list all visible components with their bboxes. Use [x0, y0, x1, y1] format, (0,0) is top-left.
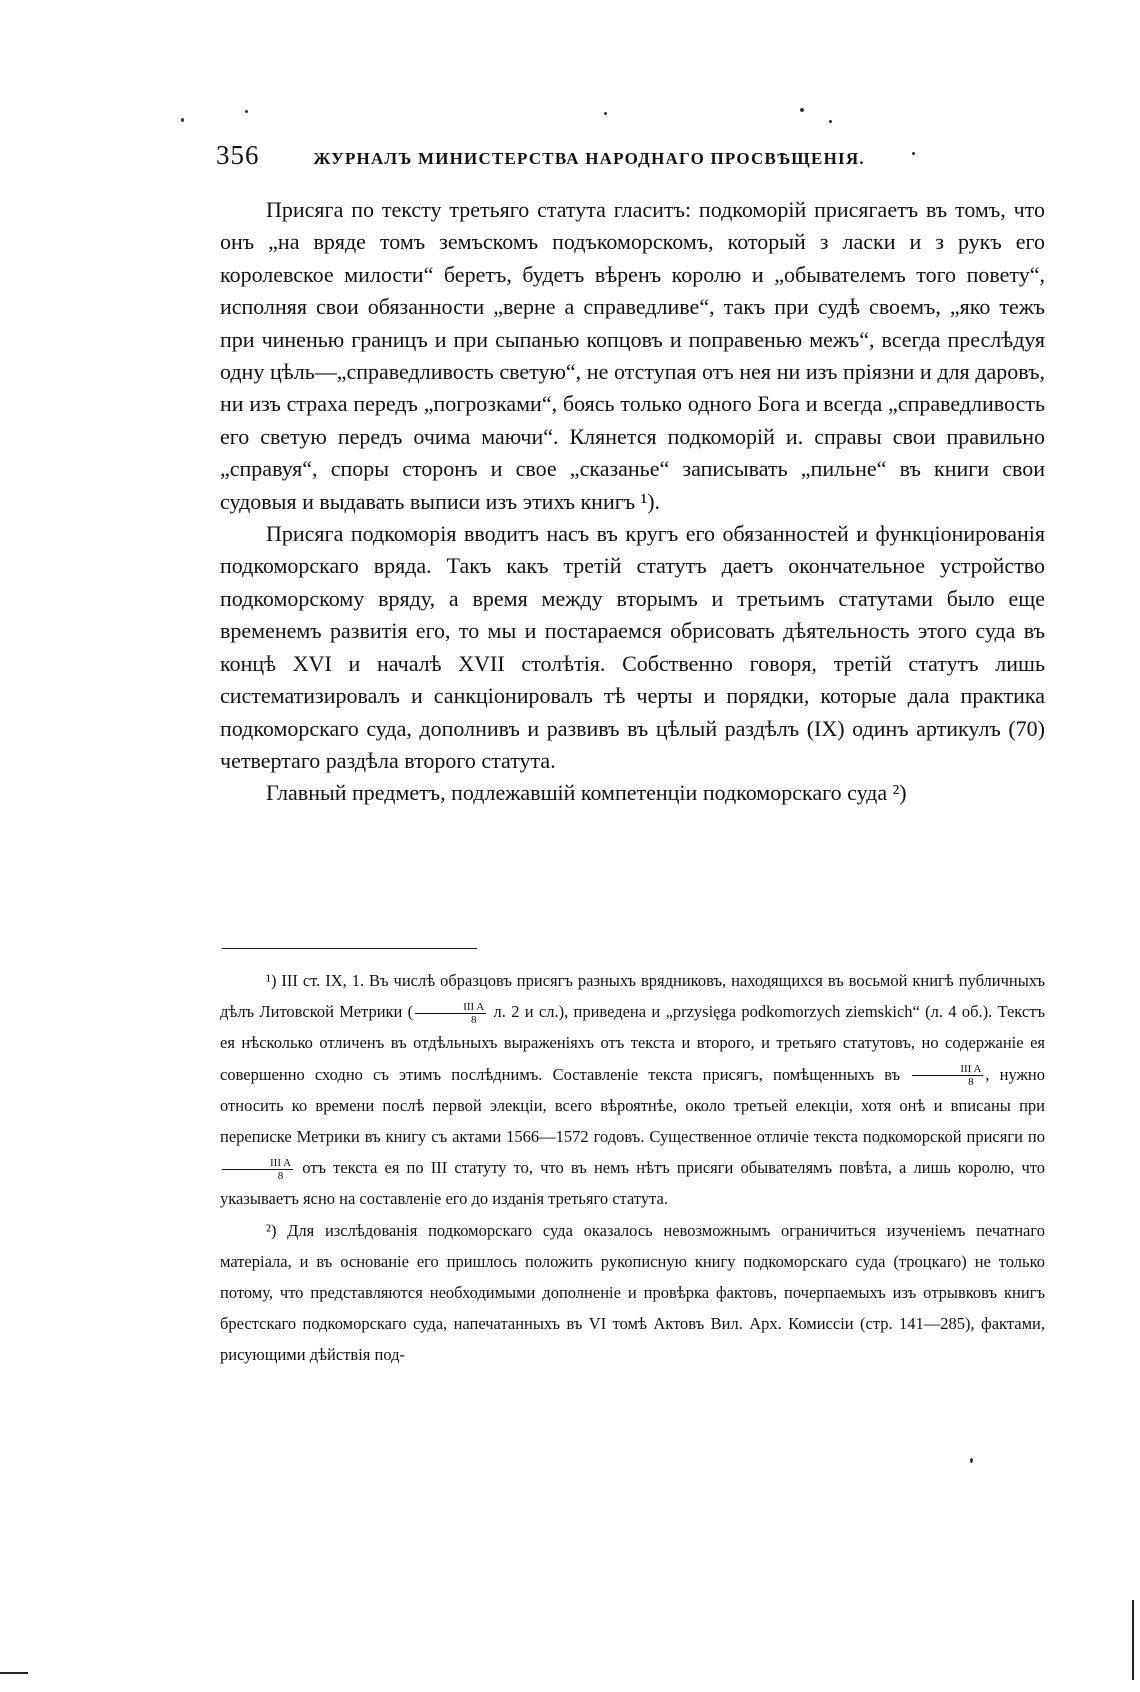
paragraph: Присяга по тексту третьяго статута гласитъ: подкоморій присягаетъ въ томъ, что онъ „на вряде томъ земъскомъ подъкоморскомъ, который з ласки и з рукъ его королевское милости“ беретъ, будетъ вѣренъ королю и „обывателемъ того повету“, исполняя свои обязанности „верне а справедливе“, такъ при судѣ своемъ, „яко тежъ при чиненью границъ и при сыпанью копцовъ и поправенью межъ“, всегда преслѣдуя одну цѣль—„справедливость светую“, не отступая отъ нея ни изъ пріязни и для даровъ, ни изъ страха передъ „погрозками“, боясь только одного Бога и всегда „справедливость его светую передъ очима маючи“. Клянется подкоморій и. справы свои правильно „справуя“, споры сторонъ и свое „сказанье“ записывать „пильне“ въ книги свои судовыя и выдавать выписи изъ этихъ книгъ ¹). [220, 197, 1045, 514]
footnote-2: ²) Для изслѣдованія подкоморскаго суда оказалось невозможнымъ ограничиться изученіемъ печатнаго матеріала, и въ основаніе его пришлось положить рукописную книгу подкоморскаго суда (троцкаго) не только потому, что представляются необходимыми дополненіе и провѣрка фактовъ, почерпаемыхъ изъ отрывковъ книгъ брестскаго подкоморскаго суда, напечатанныхъ въ VI томѣ Актовъ Вил. Арх. Комиссіи (стр. 141—285), фактами, рисующими дѣйствія под- [220, 1220, 1045, 1365]
main-text [220, 194, 1045, 810]
page-header [216, 140, 956, 171]
scan-edge-mark [1132, 1600, 1134, 1680]
paragraph: Присяга подкоморія вводитъ насъ въ кругъ его обязанностей и функціонированія подкоморскаго вряда. Такъ какъ третій статутъ даетъ окончательное устройство подкоморскому вряду, а время между вторымъ и третьимъ статутами было еще временемъ развитія его, то мы и постараемся обрисовать дѣятельность этого суда въ концѣ XVI и началѣ XVII столѣтія. Собственно говоря, третій статутъ лишь систематизировалъ и санкціонировалъ тѣ черты и порядки, которые дала практика подкоморскаго суда, дополнивъ и развивъ въ цѣлый раздѣлъ (IX) одинъ артикулъ (70) четвертаго раздѣла второго статута. [220, 521, 1045, 773]
scan-speck [800, 108, 804, 112]
fraction: $\frac{\text{III A}}{8}$ [222, 1157, 293, 1182]
running-title: ЖУРНАЛЪ МИНИСТЕРСТВА НАРОДНАГО ПРОСВѢЩЕНІЯ. [313, 149, 865, 168]
scan-edge-mark [0, 1672, 28, 1674]
footnotes [220, 965, 1045, 1371]
fraction: $\frac{\text{III A}}{8}$ [912, 1063, 983, 1088]
scan-speck [970, 1458, 973, 1463]
fraction: $\frac{\text{III A}}{8}$ [415, 1001, 486, 1026]
footnote-1: ¹) III ст. IX, 1. Въ числѣ образцовъ присягъ разныхъ врядниковъ, находящихся въ восьмой книгѣ публичныхъ дѣлъ Литовской Метрики ( $\frac{\text{III A}}{8}$ л. 2 и сл.), приведена и „przysięga podkomorzych ziemskich“ (л. 4 об.). Текстъ ея нѣсколько отличенъ въ отдѣльныхъ выраженіяхъ отъ текста и второго, и третьяго статутовъ, но содержаніе ея совершенно сходно съ этимъ послѣднимъ. Составленіе текста присягъ, помѣщенныхъ въ $\frac{\text{III A}}{8}$ , нужно относить ко времени послѣ первой элекціи, всего вѣроятнѣе, около третьей елекціи, хотя онѣ и вписаны при переписке Метрики въ книгу съ актами 1566—1572 годовъ. Существенное отличіе текста подкоморской присяги по $\frac{\text{III A}}{8}$ отъ текста ея по III статуту то, что въ немъ нѣтъ присяги обывателямъ повѣта, а лишь королю, что указываетъ ясно на составленіе его до изданія третьяго статута. [220, 971, 1045, 1209]
scan-speck [829, 120, 832, 123]
page-number: 356 [216, 140, 260, 170]
footnote-rule [222, 948, 477, 949]
scan-speck [181, 118, 184, 122]
scan-speck [245, 110, 248, 113]
scan-speck [604, 112, 607, 115]
paragraph: Главный предметъ, подлежавшій компетенціи подкоморскаго суда ²) [266, 780, 907, 806]
